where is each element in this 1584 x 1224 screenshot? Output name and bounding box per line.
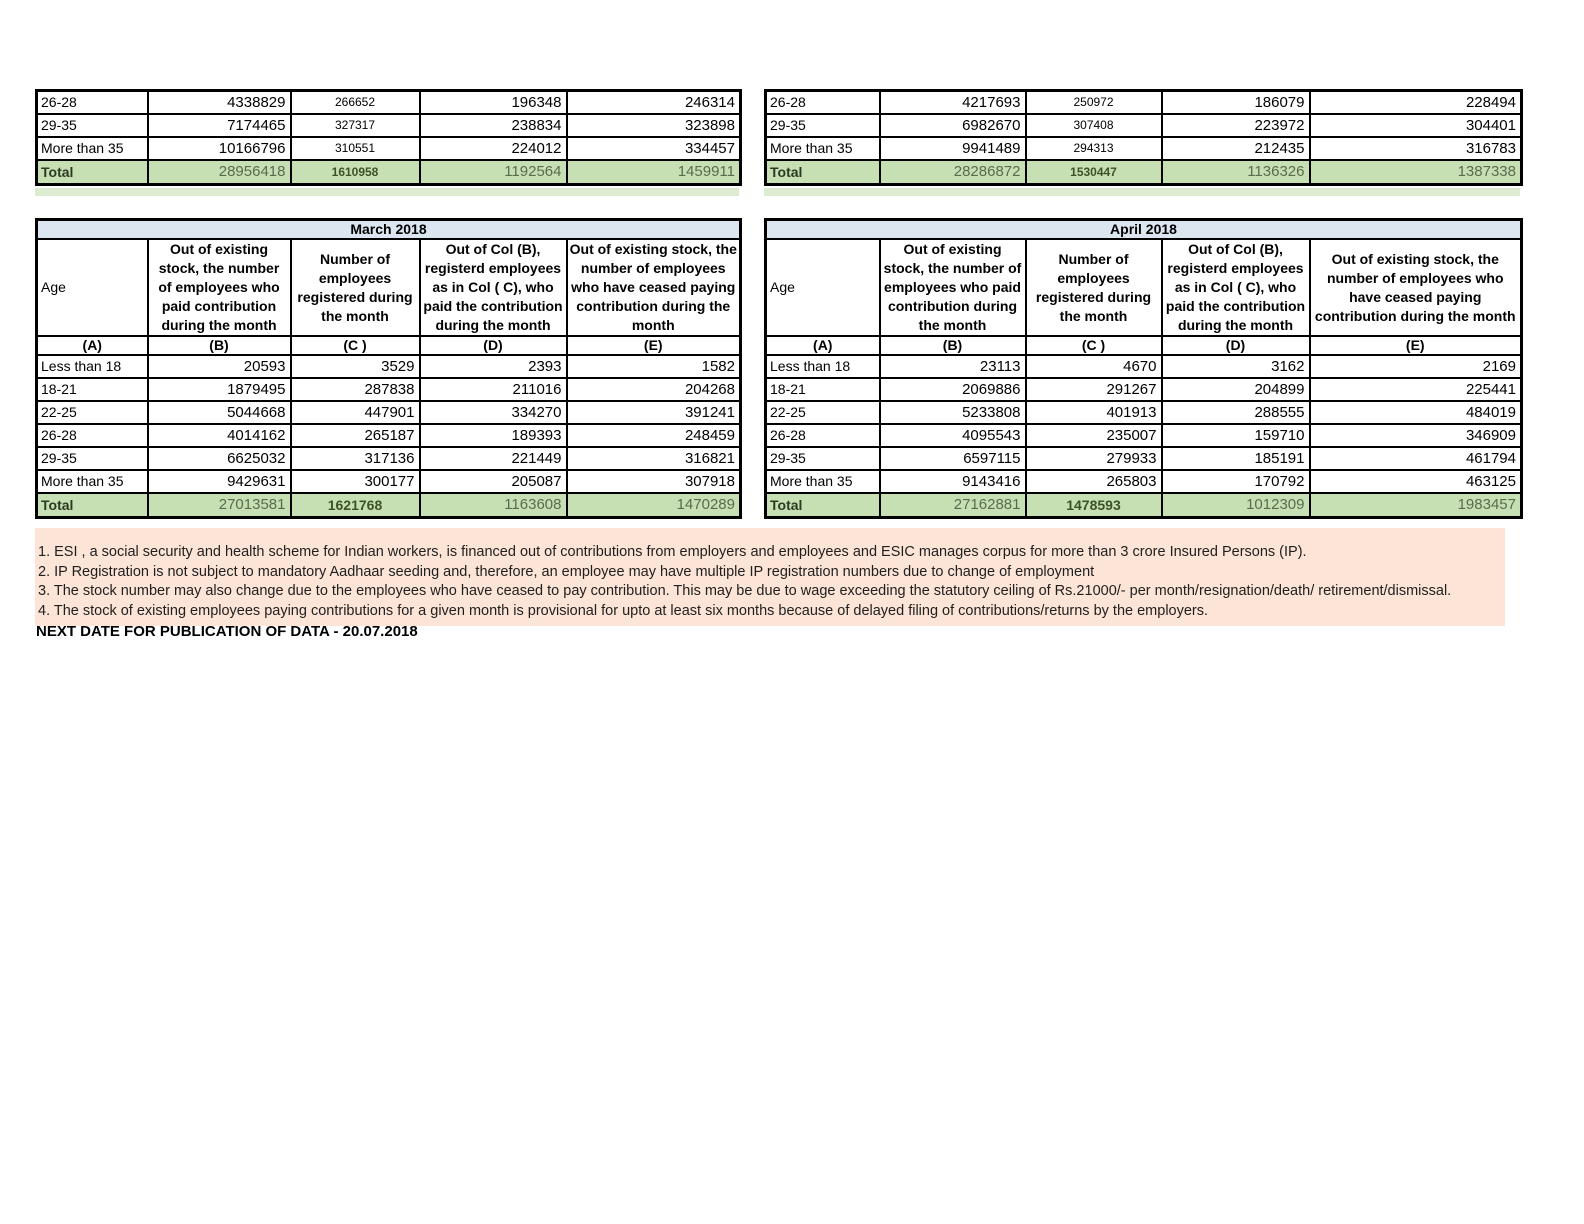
month-title: April 2018 [766,220,1522,240]
paid-contribution-cell: 7174465 [148,114,291,137]
column-letters-row [766,336,1522,355]
total-label: Total [766,160,880,185]
table-row [766,91,1522,115]
paid-contribution-cell: 6625032 [148,447,291,470]
registered-cell: 235007 [1026,424,1162,447]
footnote-line: 4. The stock of existing employees paying contributions for a given month is provisional for upto at least six months because of delayed filing of contributions/returns by the employers. [38,602,1209,619]
total-label: Total [37,160,148,185]
colb-paid-cell: 204899 [1162,378,1310,401]
paid-contribution-cell: 5044668 [148,401,291,424]
paid-contribution-header: Out of existing stock, the number of employees who paid contribution during the month [880,239,1026,336]
letter-a: (A) [766,336,880,355]
registered-employees-header: Number of employees registered during the month [291,239,420,336]
registered-employees-header: Number of employees registered during the month [1026,239,1162,336]
registered-cell: 307408 [1026,114,1162,137]
paid-contribution-cell: 2069886 [880,378,1026,401]
ceased-paying-header: Out of existing stock, the number of employees who have ceased paying contribution during the month [1310,239,1522,336]
age-band-cell: 26-28 [766,91,880,115]
paid-contribution-cell: 9941489 [880,137,1026,160]
ceased-paying-cell: 246314 [567,91,741,115]
registered-cell: 310551 [291,137,420,160]
age-band-cell: Less than 18 [766,355,880,378]
table-row [766,114,1522,137]
colb-paid-header: Out of Col (B), registerd employees as in Col ( C), who paid the contribution during the month [1162,239,1310,336]
colb-paid-cell: 334270 [420,401,567,424]
colb-paid-cell: 186079 [1162,91,1310,115]
colb-paid-cell: 288555 [1162,401,1310,424]
colb-paid-cell: 185191 [1162,447,1310,470]
paid-contribution-cell: 4095543 [880,424,1026,447]
colb-paid-cell: 238834 [420,114,567,137]
table-row [37,378,741,401]
ceased-paying-cell: 461794 [1310,447,1522,470]
total-colb-paid-cell: 1136326 [1162,160,1310,185]
ceased-paying-cell: 316783 [1310,137,1522,160]
ceased-paying-cell: 323898 [567,114,741,137]
age-band-cell: 26-28 [37,91,148,115]
column-header-row [37,239,741,336]
registered-cell: 317136 [291,447,420,470]
table-row [37,424,741,447]
ceased-paying-cell: 307918 [567,470,741,493]
table-row [37,355,741,378]
footnote-line: 2. IP Registration is not subject to mandatory Aadhaar seeding and, therefore, an employee may have multiple IP registration numbers due to change of employment [38,563,1095,580]
table-row [766,378,1522,401]
letter-e: (E) [567,336,741,355]
total-label: Total [766,493,880,518]
green-strip [764,188,1520,196]
ceased-paying-cell: 463125 [1310,470,1522,493]
registered-cell: 265803 [1026,470,1162,493]
total-ceased-paying-cell: 1983457 [1310,493,1522,518]
top-left-partial-table [35,89,742,186]
paid-contribution-cell: 20593 [148,355,291,378]
table-row [37,401,741,424]
age-band-cell: 29-35 [37,447,148,470]
letter-b: (B) [148,336,291,355]
paid-contribution-cell: 9429631 [148,470,291,493]
age-band-cell: 26-28 [37,424,148,447]
colb-paid-cell: 189393 [420,424,567,447]
paid-contribution-cell: 10166796 [148,137,291,160]
footnote-line: 3. The stock number may also change due to the employees who have ceased to pay contribution. This may be due to wage exceeding the statutory ceiling of Rs.21000/- per month/resignation/death/ retirement/dismissal. [38,583,1452,599]
month-title: March 2018 [37,220,741,240]
age-band-cell: 29-35 [766,114,880,137]
ceased-paying-cell: 484019 [1310,401,1522,424]
april-2018-table [764,218,1523,519]
letter-c: (C ) [291,336,420,355]
letter-d: (D) [1162,336,1310,355]
ceased-paying-header: Out of existing stock, the number of employees who have ceased paying contribution during the month [567,239,741,336]
month-title-row [766,220,1522,240]
age-band-cell: More than 35 [766,470,880,493]
paid-contribution-cell: 4338829 [148,91,291,115]
ceased-paying-cell: 334457 [567,137,741,160]
ceased-paying-cell: 304401 [1310,114,1522,137]
ceased-paying-cell: 248459 [567,424,741,447]
letter-c: (C ) [1026,336,1162,355]
total-registered-cell: 1610958 [291,160,420,185]
table-row [766,355,1522,378]
footnote-line: 1. ESI , a social security and health scheme for Indian workers, is financed out of contributions from employers and employees and ESIC manages corpus for more than 3 crore Insured Persons (IP). [38,544,1307,560]
table-row [766,137,1522,160]
table-row [37,114,741,137]
colb-paid-cell: 212435 [1162,137,1310,160]
letter-b: (B) [880,336,1026,355]
ceased-paying-cell: 2169 [1310,355,1522,378]
letter-d: (D) [420,336,567,355]
total-paid-contribution-cell: 28956418 [148,160,291,185]
total-row [766,160,1522,185]
registered-cell: 327317 [291,114,420,137]
total-ceased-paying-cell: 1470289 [567,493,741,518]
registered-cell: 3529 [291,355,420,378]
registered-cell: 291267 [1026,378,1162,401]
registered-cell: 287838 [291,378,420,401]
registered-cell: 401913 [1026,401,1162,424]
registered-cell: 266652 [291,91,420,115]
total-row [766,493,1522,518]
age-band-cell: More than 35 [37,470,148,493]
ceased-paying-cell: 228494 [1310,91,1522,115]
colb-paid-cell: 223972 [1162,114,1310,137]
table-row [766,470,1522,493]
next-publication-date: NEXT DATE FOR PUBLICATION OF DATA - 20.07.2018 [36,623,418,640]
colb-paid-cell: 3162 [1162,355,1310,378]
paid-contribution-cell: 4217693 [880,91,1026,115]
registered-cell: 279933 [1026,447,1162,470]
paid-contribution-cell: 6597115 [880,447,1026,470]
ceased-paying-cell: 346909 [1310,424,1522,447]
total-colb-paid-cell: 1192564 [420,160,567,185]
paid-contribution-cell: 9143416 [880,470,1026,493]
ceased-paying-cell: 316821 [567,447,741,470]
paid-contribution-cell: 6982670 [880,114,1026,137]
colb-paid-cell: 211016 [420,378,567,401]
letter-e: (E) [1310,336,1522,355]
table-row [766,401,1522,424]
total-colb-paid-cell: 1012309 [1162,493,1310,518]
top-right-partial-table [764,89,1523,186]
colb-paid-cell: 196348 [420,91,567,115]
age-band-cell: More than 35 [766,137,880,160]
total-colb-paid-cell: 1163608 [420,493,567,518]
age-column-header: Age [766,239,880,336]
column-header-row [766,239,1522,336]
registered-cell: 447901 [291,401,420,424]
total-ceased-paying-cell: 1387338 [1310,160,1522,185]
age-band-cell: 22-25 [766,401,880,424]
paid-contribution-cell: 5233808 [880,401,1026,424]
age-band-cell: 18-21 [37,378,148,401]
march-2018-table [35,218,742,519]
table-row [766,424,1522,447]
column-letters-row [37,336,741,355]
registered-cell: 4670 [1026,355,1162,378]
registered-cell: 265187 [291,424,420,447]
age-band-cell: 22-25 [37,401,148,424]
total-registered-cell: 1621768 [291,493,420,518]
table-row [37,470,741,493]
colb-paid-cell: 224012 [420,137,567,160]
total-registered-cell: 1530447 [1026,160,1162,185]
ceased-paying-cell: 204268 [567,378,741,401]
colb-paid-cell: 205087 [420,470,567,493]
colb-paid-cell: 2393 [420,355,567,378]
ceased-paying-cell: 1582 [567,355,741,378]
table-row [37,137,741,160]
month-title-row [37,220,741,240]
total-row [37,160,741,185]
total-label: Total [37,493,148,518]
colb-paid-cell: 221449 [420,447,567,470]
age-band-cell: 29-35 [37,114,148,137]
total-paid-contribution-cell: 28286872 [880,160,1026,185]
total-paid-contribution-cell: 27162881 [880,493,1026,518]
table-row [766,447,1522,470]
green-strip [35,188,739,196]
total-registered-cell: 1478593 [1026,493,1162,518]
ceased-paying-cell: 225441 [1310,378,1522,401]
table-row [37,447,741,470]
ceased-paying-cell: 391241 [567,401,741,424]
registered-cell: 250972 [1026,91,1162,115]
paid-contribution-cell: 1879495 [148,378,291,401]
age-band-cell: 29-35 [766,447,880,470]
total-paid-contribution-cell: 27013581 [148,493,291,518]
colb-paid-cell: 159710 [1162,424,1310,447]
table-row [37,91,741,115]
age-band-cell: 26-28 [766,424,880,447]
total-row [37,493,741,518]
registered-cell: 294313 [1026,137,1162,160]
age-band-cell: 18-21 [766,378,880,401]
footnotes-block [35,528,1505,626]
colb-paid-cell: 170792 [1162,470,1310,493]
paid-contribution-cell: 23113 [880,355,1026,378]
letter-a: (A) [37,336,148,355]
paid-contribution-header: Out of existing stock, the number of employees who paid contribution during the month [148,239,291,336]
paid-contribution-cell: 4014162 [148,424,291,447]
registered-cell: 300177 [291,470,420,493]
age-band-cell: More than 35 [37,137,148,160]
colb-paid-header: Out of Col (B), registerd employees as in Col ( C), who paid the contribution during the month [420,239,567,336]
total-ceased-paying-cell: 1459911 [567,160,741,185]
age-column-header: Age [37,239,148,336]
age-band-cell: Less than 18 [37,355,148,378]
